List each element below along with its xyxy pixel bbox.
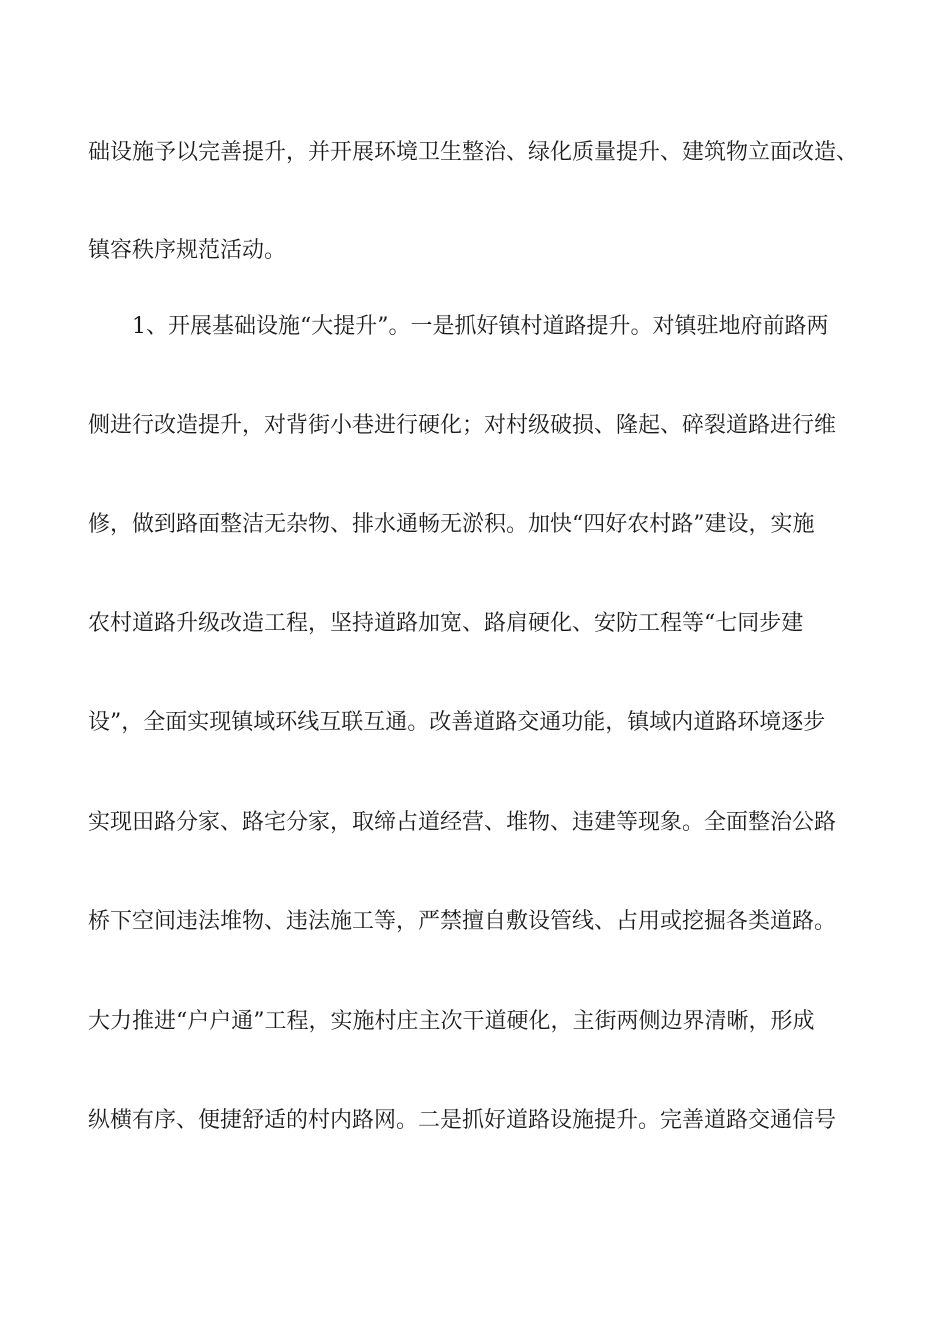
paragraph-line-8: 实现田路分家、路宅分家，取缔占道经营、堆物、违建等现象。全面整治公路 bbox=[88, 810, 837, 835]
paragraph-line-2: 镇容秩序规范活动。 bbox=[88, 238, 287, 263]
paragraph-line-10: 大力推进“户户通”工程，实施村庄主次干道硬化，主街两侧边界清晰，形成 bbox=[88, 1009, 815, 1034]
paragraph-line-5: 修，做到路面整洁无杂物、排水通畅无淤积。加快“四好农村路”建设，实施 bbox=[88, 512, 815, 537]
paragraph-line-3: 1、开展基础设施“大提升”。一是抓好镇村道路提升。对镇驻地府前路两 bbox=[132, 314, 829, 339]
paragraph-line-7: 设”，全面实现镇域环线互联互通。改善道路交通功能，镇域内道路环境逐步 bbox=[88, 710, 826, 735]
paragraph-line-1: 础设施予以完善提升，并开展环境卫生整治、绿化质量提升、建筑物立面改造、 bbox=[88, 140, 859, 165]
paragraph-line-11: 纵横有序、便捷舒适的村内路网。二是抓好道路设施提升。完善道路交通信号 bbox=[88, 1108, 837, 1133]
paragraph-line-9: 桥下空间违法堆物、违法施工等，严禁擅自敷设管线、占用或挖掘各类道路。 bbox=[88, 909, 837, 934]
paragraph-line-4: 侧进行改造提升，对背街小巷进行硬化；对村级破损、隆起、碎裂道路进行维 bbox=[88, 413, 837, 438]
paragraph-line-6: 农村道路升级改造工程，坚持道路加宽、路肩硬化、安防工程等“七同步建 bbox=[88, 611, 804, 636]
